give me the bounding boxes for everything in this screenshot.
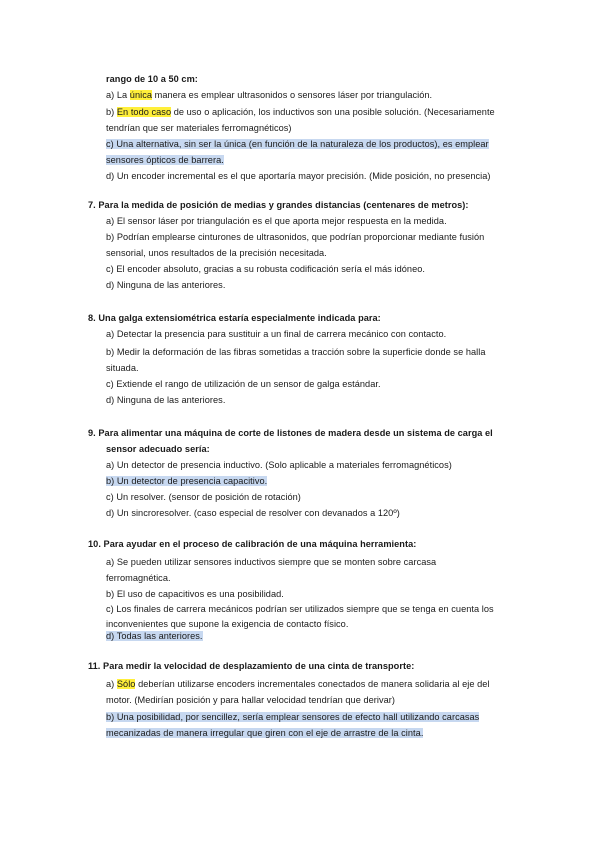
q10-option-b: b) El uso de capacitivos es una posibilidad. bbox=[106, 589, 284, 599]
q6-option-b: b) En todo caso de uso o aplicación, los inductivos son una posible solución. (Necesariamente bbox=[106, 107, 495, 117]
q9-option-d: d) Un sincroresolver. (caso especial de resolver con devanados a 120º) bbox=[106, 508, 400, 518]
q11-stem: 11. Para medir la velocidad de desplazamiento de una cinta de transporte: bbox=[88, 661, 415, 671]
q8-option-b-cont: situada. bbox=[106, 363, 139, 373]
q10-option-a-cont: ferromagnética. bbox=[106, 573, 171, 583]
q8-option-c: c) Extiende el rango de utilización de un sensor de galga estándar. bbox=[106, 379, 381, 389]
q11-option-b: b) Una posibilidad, por sencillez, sería emplear sensores de efecto hall utilizando carcasas bbox=[106, 712, 480, 722]
q7-option-b-cont: sensorial, unos resultados de la precisión necesitada. bbox=[106, 248, 327, 258]
q7-option-d: d) Ninguna de las anteriores. bbox=[106, 280, 226, 290]
q8-option-a: a) Detectar la presencia para sustituir a un final de carrera mecánico con contacto. bbox=[106, 329, 447, 339]
q9-option-c: c) Un resolver. (sensor de posición de rotación) bbox=[106, 492, 301, 502]
q6-b-highlight: En todo caso bbox=[116, 107, 172, 117]
q9-option-b: b) Un detector de presencia capacitivo. bbox=[106, 476, 268, 486]
q11-a-highlight: Sólo bbox=[116, 679, 136, 689]
q10-option-d: d) Todas las anteriores. bbox=[106, 631, 203, 641]
q6-option-b-cont: tendrían que ser materiales ferromagnéticos) bbox=[106, 123, 292, 133]
q6-option-d: d) Un encoder incremental es el que aportaría mayor precisión. (Mide posición, no presencia) bbox=[106, 171, 491, 181]
q6-option-c-cont: sensores ópticos de barrera. bbox=[106, 155, 224, 165]
q6-a-highlight: única bbox=[129, 90, 153, 100]
q9-stem: 9. Para alimentar una máquina de corte de listones de madera desde un sistema de carga el bbox=[88, 428, 493, 438]
q7-option-b: b) Podrían emplearse cinturones de ultrasonidos, que podrían proporcionar mediante fusión bbox=[106, 232, 485, 242]
q8-option-b: b) Medir la deformación de las fibras sometidas a tracción sobre la superficie donde se halla bbox=[106, 347, 486, 357]
q11-option-a: a) Sólo deberían utilizarse encoders incrementales conectados de manera solidaria al eje del bbox=[106, 679, 490, 689]
q7-stem: 7. Para la medida de posición de medias y grandes distancias (centenares de metros): bbox=[88, 200, 469, 210]
q10-option-c-cont: inconvenientes que supone la exigencia de contacto físico. bbox=[106, 619, 349, 629]
q8-stem: 8. Una galga extensiométrica estaría especialmente indicada para: bbox=[88, 313, 381, 323]
q6-stem: rango de 10 a 50 cm: bbox=[106, 74, 198, 84]
q11-option-b-cont: mecanizadas de manera irregular que giren con el eje de arrastre de la cinta. bbox=[106, 728, 424, 738]
q11-option-a-cont: motor. (Medirían posición y para hallar velocidad tendrían que derivar) bbox=[106, 695, 396, 705]
q8-option-d: d) Ninguna de las anteriores. bbox=[106, 395, 226, 405]
q7-option-a: a) El sensor láser por triangulación es el que aporta mejor respuesta en la medida. bbox=[106, 216, 447, 226]
q10-option-c: c) Los finales de carrera mecánicos podrían ser utilizados siempre que se tenga en cuenta los bbox=[106, 604, 494, 614]
q10-option-a: a) Se pueden utilizar sensores inductivos siempre que se monten sobre carcasa bbox=[106, 557, 437, 567]
q6-option-a: a) La única manera es emplear ultrasonidos o sensores láser por triangulación. bbox=[106, 90, 433, 100]
q10-stem: 10. Para ayudar en el proceso de calibración de una máquina herramienta: bbox=[88, 539, 417, 549]
q6-option-c: c) Una alternativa, sin ser la única (en función de la naturaleza de los productos), es emplear bbox=[106, 139, 489, 149]
q9-stem-cont: sensor adecuado sería: bbox=[106, 444, 210, 454]
q9-option-a: a) Un detector de presencia inductivo. (Solo aplicable a materiales ferromagnéticos) bbox=[106, 460, 452, 470]
q7-option-c: c) El encoder absoluto, gracias a su robusta codificación sería el más idóneo. bbox=[106, 264, 425, 274]
